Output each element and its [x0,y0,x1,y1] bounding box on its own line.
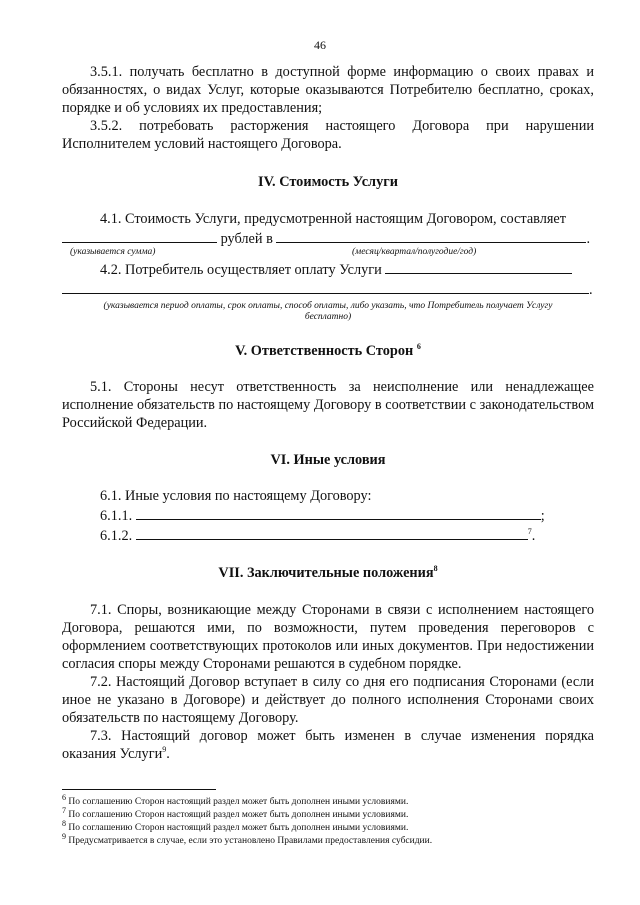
section-5-heading [62,342,594,360]
clause-6-1-2 [62,525,594,545]
clause-7-3 [62,727,594,763]
clause-6-1-1-end: ; [540,508,545,524]
clause-6-1-2-label: 6.1.2. [100,528,133,544]
footnote-ref-8: 8 [433,564,438,574]
clause-4-2 [62,259,594,279]
clause-7-1: 7.1. Споры, возникающие между Сторонами в связи с исполнением настоящего Договора, решаются ими, по возможности, путем проведения переговоров с оформлением соответствующих протоколов или иных документов. При недостижении согласия споры между Сторонами решаются в судебном порядке. [62,602,594,672]
footnote-ref-9: 9 [162,745,167,755]
clause-7-2: 7.2. Настоящий Договор вступает в силу со дня его подписания Сторонами (если иное не указано в Договоре) и действует до полного исполнения Сторонами своих обязательств по настоящему Договору. [62,674,594,726]
hint-payment: (указывается период оплаты, срок оплаты, способ оплаты, либо указать, что Потребитель получает Услугу бесплатно) [103,301,553,322]
footnote-ref-6: 6 [416,342,421,352]
hint-period: (месяц/квартал/полугодие/год) [352,247,477,257]
footnote-text: По соглашению Сторон настоящий раздел может быть дополнен иными условиями. [68,810,409,820]
footnote-mark: 7 [62,805,66,815]
clause-3-5-1: 3.5.1. получать бесплатно в доступной форме информацию о своих правах и обязанностях, о видах Услуг, которые оказываются Потребителю бесплатно, сроках, порядке и об условиях их предоставления; [62,64,594,116]
clause-7-3-end: . [166,746,170,762]
period-blank [276,228,586,243]
footnote-mark: 8 [62,818,66,828]
clause-4-1-blanks: рублей в . [62,228,594,248]
page-number: 46 [314,38,326,52]
clause-3-5-2: 3.5.2. потребовать расторжения настоящего Договора при нарушении Исполнителем условий настоящего Договора. [62,118,594,152]
footnote-ref-7: 7 [527,527,532,537]
section-7-title: VII. Заключительные положения [218,565,434,581]
section-5-title: V. Ответственность Сторон [235,343,414,359]
footnote [62,818,594,835]
clause-6-1-1 [62,505,594,525]
clause-4-2-text: 4.2. Потребитель осуществляет оплату Услуги [100,262,382,278]
footnote-text: По соглашению Сторон настоящий раздел может быть дополнен иными условиями. [68,797,409,807]
footnote [62,792,594,809]
clause-6-1-2-end: . [531,528,536,544]
clause-4-1 [62,210,594,228]
footnote-mark: 9 [62,831,66,841]
clause-6-1-1-label: 6.1.1. [100,508,133,524]
payment-blank [385,259,572,274]
clause-6-1-1-blank [136,505,541,520]
section-7-heading [62,564,594,582]
clause-7-3-text: 7.3. Настоящий договор может быть изменен в случае изменения порядка оказания Услуги [62,728,594,762]
footnote [62,805,594,822]
footnotes [62,789,594,848]
footnote-rule [62,789,216,790]
footnote-text: Предусматривается в случае, если это установлено Правилами предоставления субсидии. [68,836,433,846]
hint-row [62,248,594,259]
footnote-mark: 6 [62,792,66,802]
sum-blank [62,228,217,243]
footnote-text: По соглашению Сторон настоящий раздел может быть дополнен иными условиями. [68,823,409,833]
section-4-heading: IV. Стоимость Услуги [258,174,398,190]
document-body [62,63,594,763]
payment-blank-2 [62,279,589,294]
hint-sum: (указывается сумма) [70,247,156,257]
clause-5-1: 5.1. Стороны несут ответственность за неисполнение или ненадлежащее исполнение обязательств по настоящему Договору в соответствии с законодательством Российской Федерации. [62,379,594,431]
payment-blank-row: . [62,279,594,299]
footnote [62,831,594,848]
clause-6-1-2-blank [136,525,528,540]
section-6-heading: VI. Иные условия [270,452,386,468]
clause-4-1-rub: рублей в [220,231,273,247]
clause-4-1-text: 4.1. Стоимость Услуги, предусмотренной настоящим Договором, составляет [100,211,567,227]
clause-6-1: 6.1. Иные условия по настоящему Договору: [100,488,372,504]
